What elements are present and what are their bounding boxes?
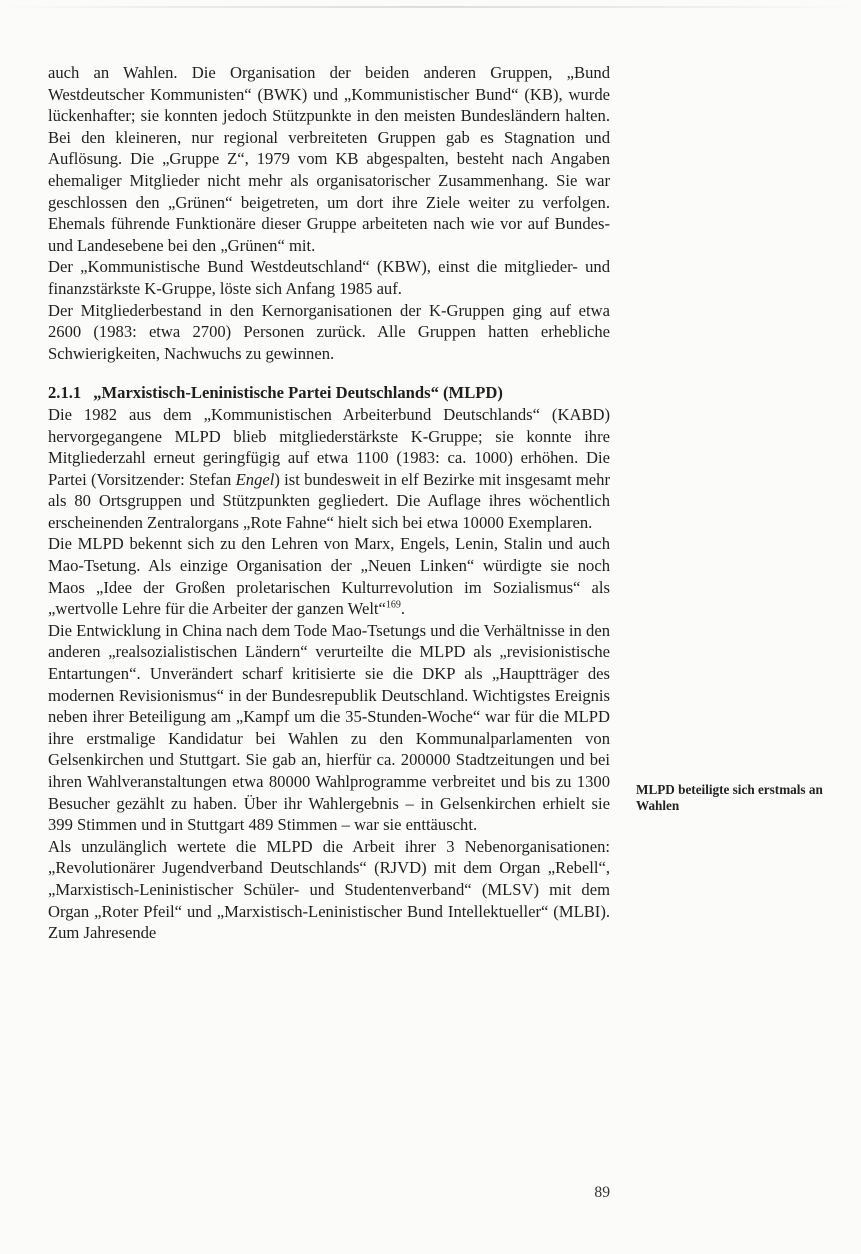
paragraph-mlpd-elections: Die Entwicklung in China nach dem Tode Mao-Tsetungs und die Verhältnisse in den anderen „realsozialistischen Ländern“ verurteilte die MLPD als „revisionistische Entartungen“. Unverändert scharf kritisierte sie die DKP als „Hauptträger des modernen Revisionismus“ in der Bundesrepublik Deutschland. Wichtigstes Ereignis neben ihrer Beteiligung am „Kampf um die 35-Stunden-Woche“ war für die MLPD ihre erstmalige Kandidatur bei Wahlen zu den Kommunalparlamenten von Gelsenkirchen und Stuttgart. Sie gab an, hierfür ca. 200000 Stadtzeitungen und bei ihren Wahlveranstaltungen etwa 80000 Wahlprogramme verbreitet und bis zu 1300 Besucher gezählt zu haben. Über ihr Wahlergebnis – in Gelsenkirchen erhielt sie 399 Stimmen und in Stuttgart 489 Stimmen – war sie enttäuscht. bbox=[48, 620, 610, 835]
section-title: „Marxistisch-Leninistische Partei Deutschlands“ (MLPD) bbox=[93, 383, 503, 403]
paragraph-mlpd-origin bbox=[48, 404, 610, 534]
section-gap bbox=[48, 364, 610, 382]
chairman-name: Engel bbox=[235, 469, 275, 489]
paragraph-kbw: Der „Kommunistische Bund Westdeutschland“ (KBW), einst die mitglieder- und finanzstärkste K-Gruppe, löste sich Anfang 1985 auf. bbox=[48, 257, 610, 298]
paragraph-mlpd-origin-part2: ) ist bundesweit in elf Bezirke mit insgesamt mehr als 80 Ortsgruppen und Stützpunkten gegliedert. Die Auflage ihres wöchentlich erscheinenden Zentralorgans „Rote Fahne“ hielt sich bei etwa 10000 Exemplaren. bbox=[48, 469, 610, 532]
section-number: 2.1.1 bbox=[48, 383, 82, 403]
paragraph-groups-overview: auch an Wahlen. Die Organisation der beiden anderen Gruppen, „Bund Westdeutscher Kommunisten“ (BWK) und „Kommunistischer Bund“ (KB), wurde lückenhafter; sie konnten jedoch Stützpunkte in den meisten Bundesländern halten. Bei den kleineren, nur regional verbreiteten Gruppen gab es Stagnation und Auflösung. Die „Gruppe Z“, 1979 vom KB abgespalten, besteht nach Angaben ehemaliger Mitglieder nicht mehr als organisatorischer Zusammenhang. Sie war geschlossen den „Grünen“ beigetreten, um dort ihre Ziele weiter zu verfolgen. Ehemals führende Funktionäre dieser Gruppe arbeiteten nach wie vor auf Bundes- und Landesebene bei den „Grünen“ mit. bbox=[48, 63, 610, 255]
section-heading bbox=[48, 382, 610, 404]
paragraph-mlpd-origin-part1: Die 1982 aus dem „Kommunistischen Arbeiterbund Deutschlands“ (KABD) hervorgegangene MLPD blieb mitgliederstärkste K-Gruppe; sie konnte ihre Mitgliederzahl erneut geringfügig auf etwa 1100 (1983: ca. 1000) erhöhen. Die Partei (Vorsitzender: Stefan bbox=[48, 404, 610, 489]
margin-note: MLPD beteiligte sich erstmals an Wahlen bbox=[636, 782, 823, 813]
paragraph-mlpd-doctrine-end: . bbox=[400, 599, 406, 619]
paragraph-mlpd-doctrine bbox=[48, 533, 610, 619]
footnote-marker: 169 bbox=[385, 599, 401, 611]
scan-edge-line bbox=[0, 6, 861, 8]
body-text-column bbox=[48, 62, 610, 944]
paragraph-mlpd-doctrine-text: Die MLPD bekennt sich zu den Lehren von Marx, Engels, Lenin, Stalin und auch Mao-Tsetung. Als einzige Organisation der „Neuen Linken“ würdigte sie noch Maos „Idee der Großen proletarischen Kulturrevolution im Sozialismus“ als „wertvolle Lehre für die Arbeiter der ganzen Welt“ bbox=[48, 534, 610, 619]
page-number: 89 bbox=[594, 1184, 610, 1201]
paragraph-membership: Der Mitgliederbestand in den Kernorganisationen der K-Gruppen ging auf etwa 2600 (1983: etwa 2700) Personen zurück. Alle Gruppen hatten erhebliche Schwierigkeiten, Nachwuchs zu gewinnen. bbox=[48, 300, 610, 363]
paragraph-mlpd-suborganisations: Als unzulänglich wertete die MLPD die Arbeit ihrer 3 Nebenorganisationen: „Revolutionärer Jugendverband Deutschlands“ (RJVD) mit dem Organ „Rebell“, „Marxistisch-Leninistischer Schüler- und Studentenverband“ (MLSV) mit dem Organ „Roter Pfeil“ und „Marxistisch-Leninistischer Bund Intellektueller“ (MLBI). Zum Jahresende bbox=[48, 836, 610, 943]
